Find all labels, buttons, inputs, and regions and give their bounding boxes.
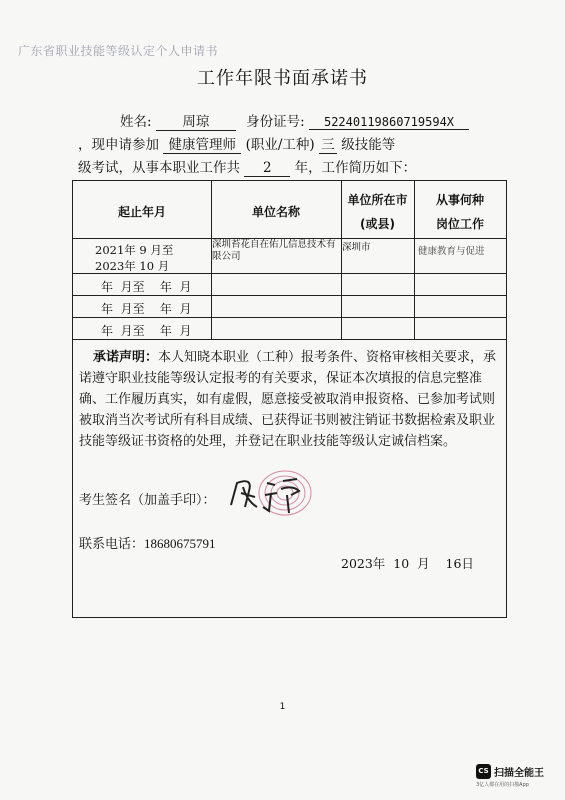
header-period: 起止年月 (117, 205, 166, 219)
table-divider (73, 339, 506, 340)
row4-period: 年 月至 年 月 (101, 324, 192, 338)
row1-position: 健康教育与促进 (418, 246, 485, 257)
occupation-value: 健康管理师 (163, 133, 241, 154)
years-value: 2 (244, 160, 290, 177)
table-divider (73, 295, 506, 296)
phone-value: 18680675791 (144, 536, 216, 551)
declaration-paragraph (79, 347, 501, 452)
name-value: 周琼 (156, 110, 236, 131)
row2-period: 年 月至 年 月 (101, 280, 192, 294)
apply-prefix: ，现申请参加 (78, 137, 159, 153)
occupation-suffix: (职业/工种) (245, 137, 315, 153)
years-line (78, 156, 416, 177)
signing-date: 2023年 10 月 16日 (341, 556, 474, 571)
watermark-name: 扫描全能王 (494, 768, 544, 779)
phone-line (79, 533, 216, 552)
page-title: 工作年限书面承诺书 (197, 68, 368, 89)
header-city-line2: (或县) (360, 217, 395, 231)
header-position-line1: 从事何种 (435, 193, 484, 207)
id-value: 52240119860719594X (309, 115, 469, 130)
signature-label: 考生签名（加盖手印）： (79, 493, 216, 508)
id-label: 身份证号: (246, 114, 305, 130)
declaration-body: 本人知晓本职业（工种）报考条件、资格审核相关要求，承诺遵守职业技能等级认定报考的有关要求，保证本次填报的信息完整准确、工作履历真实，如有虚假，愿意接受被取消申报资格、已参加考试则被取消当次考试所有科目成绩、已获得证书则被注销证书数据检索及职业技能等级证书资格的处理，并登记在职业技能等级认定诚信档案。 (79, 350, 497, 449)
header-city-line1: 单位所在市 (347, 193, 408, 207)
faded-header-text: 广东省职业技能等级认定个人申请书 (18, 44, 219, 58)
years-prefix: 级考试，从事本职业工作共 (78, 160, 240, 176)
apply-line (78, 133, 395, 154)
name-label: 姓名: (120, 114, 152, 130)
phone-label: 联系电话： (79, 537, 145, 552)
signature-fingerprint-image (223, 463, 333, 523)
header-unit: 单位名称 (251, 205, 300, 219)
header-position-line2: 岗位工作 (435, 217, 484, 231)
watermark-subtext: 3亿人都在用的扫描App (476, 782, 529, 788)
scanner-watermark (476, 764, 556, 790)
declaration-title: 承诺声明： (93, 350, 159, 365)
row1-period-line1: 2021年 9 月至 (95, 243, 174, 257)
page-number: 1 (279, 702, 286, 712)
camscanner-icon: CS (476, 764, 491, 779)
work-history-table (72, 180, 507, 618)
row1-city: 深圳市 (342, 242, 371, 253)
row3-period: 年 月至 年 月 (101, 302, 192, 316)
name-line (120, 110, 469, 131)
level-suffix: 级技能等 (341, 137, 396, 153)
table-divider (73, 317, 506, 318)
years-suffix: 年，工作简历如下： (294, 160, 417, 176)
row1-period-line2: 2023年 10 月 (95, 259, 170, 273)
row1-unit: 深圳苔花自在佑儿信息技术有限公司 (212, 239, 336, 262)
level-value: 三 (319, 133, 337, 154)
